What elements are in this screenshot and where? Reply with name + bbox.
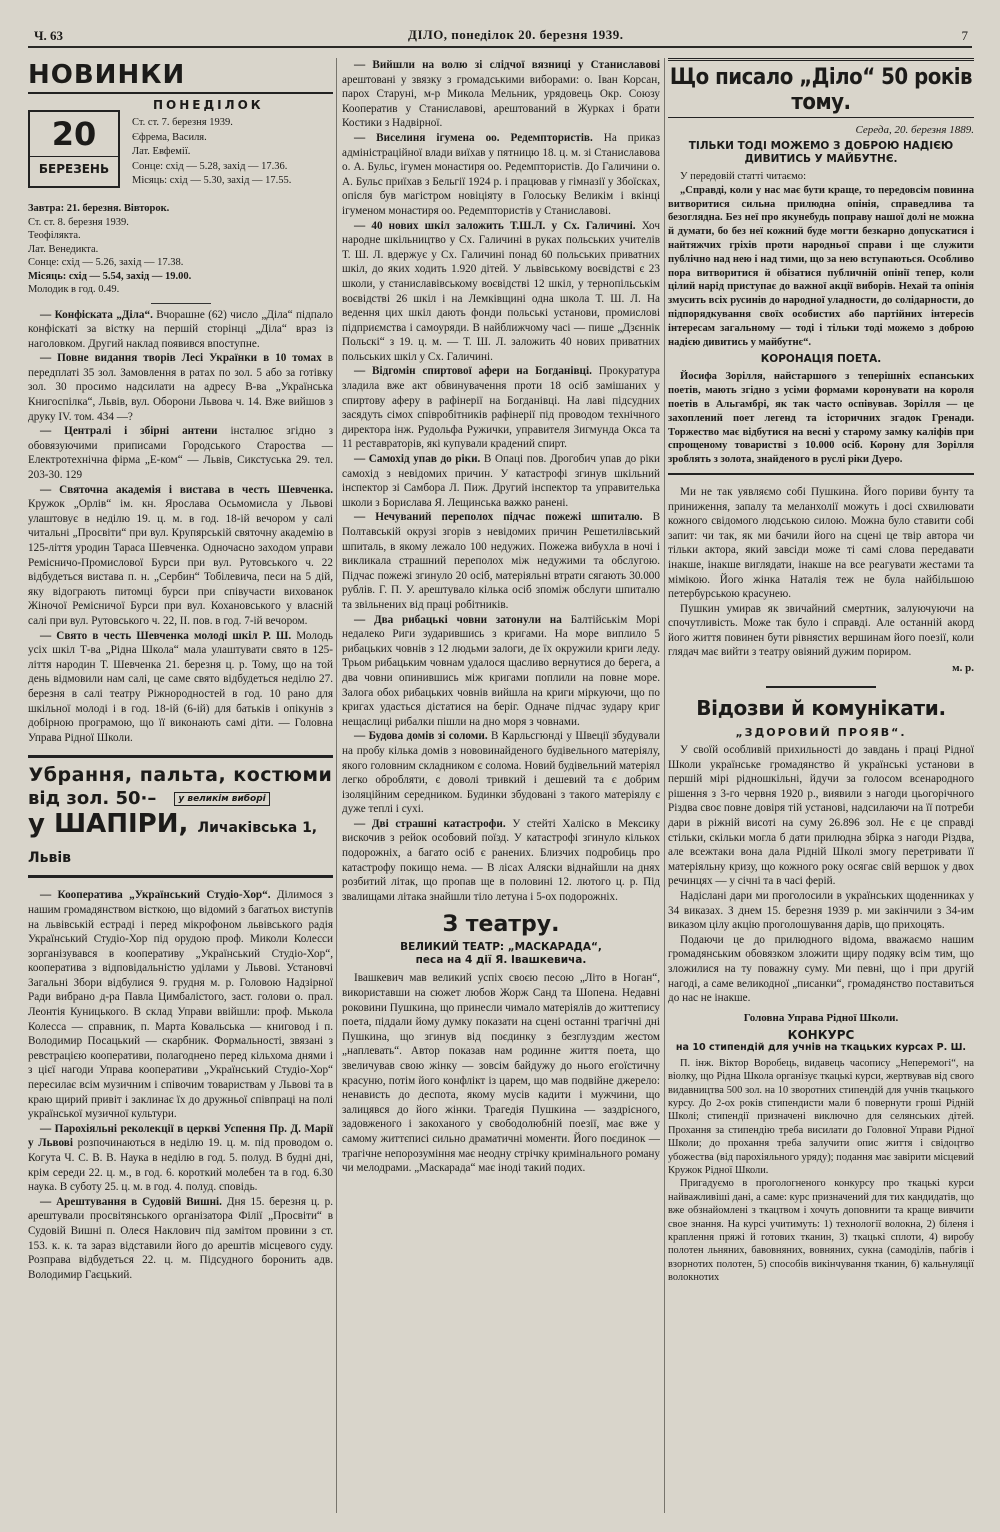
news-item [342,817,660,905]
contest-text: П. інж. Віктор Воробець, видавець часопису „Неперемогі“, на віолку, що Рідна Школа організує ткацькі курси, жертвував від свого видавництва 500 зол. на 10 зворотних стипендій для учнів ткацького курсу. До 2-ох років стипендисти мали б повернути гроші Рідній Школі; стипендії призначені виключно для селянських дітей. Прохання за стипендію треба висилати до Головної Управи Рідної Школи; до прохання треба залучити опис життя і свідоцтво убожества (від парохіяльного уряду); подання має завірити місцевий Кружок Рідної Школи. [668,1057,974,1176]
tomorrow-line: Сонце: схід — 5.26, захід — 17.38. [28,257,184,268]
tomorrow-info [28,202,333,297]
ad-address: Личаківська 1, Львів [28,820,318,867]
theatre-subtitle-line: ВЕЛИКИЙ ТЕАТР: „МАСКАРАДА“, [400,941,602,954]
column-middle [342,58,660,1518]
news-text: В Карльсгюнді у Швеції збудували на пробу кілька домів з нововинайденого будівельного матеріялу, якого головним складником є солома. Новий будівельний матеріял легко обробляти, є доволі тривкий і дешевий та є добрим ізоляційним середником. Будинки збудовані з такого матеріялу є дуже теплі і сухі. [342,730,660,816]
column-left [28,58,333,1518]
column-divider [336,58,337,1513]
news-text: Хоч народне шкільництво у Сх. Галичині в руках польських учителів Т. Ш. Л. вдержує у Сх. Галичині понад 60 польських приватних шкіл, до яких ходить 1.920 дітей. У львівському воєвідстві є 23 школи, у станиславівському воєвідстві 12 шкіл, у тернопільськім воєвідстві 26 шкіл і на Лемківщині одна школа Т. Ш. Л. На ведення цих шкіл дають фонди польські установи, промислові підприємства і самоуряди. В найближчому часі — пише „Дзєннік Польскі“ з 19. ц. м. — Т. Ш. Л. заложить 40 нових приватних польських шкіл у Сх. Галичині. [342,219,660,363]
page-number-right: 7 [961,28,968,43]
advertisement [28,755,333,878]
news-text: В Полтавській окрузі згорів з невідомих причин Решетилівський шпиталь, в якому лежало 100 недужих. Пожежа вибухла в ночі і викликала страшний переполох між недужими та обслугою. Підчас пожежі згинуло 20 осіб, матеріяльні втрати сягають 30.000 рублів. Г. П. У. арештувало кілька осіб зпоміж обслуги шпиталю та звільнених від праці робітників. [342,511,660,611]
news-text: Прокуратура зладила вже акт обвинувачення проти 18 осіб замішаних у спиртову аферу в рафінерії на Богданівці. На лаві підсудних засядуть сімох співробітників рафінерії під проводом технічного директора інж. Рудольфа Ружички, управителя Зигмунда Окса та 11 реставраторів, які купували крадений спирт. [342,365,660,451]
ad-store-name: у ШАПІРИ, [28,809,189,840]
news-text: Дня 15. березня ц. р. арештували просвітянського організатора Філії „Просвіти“ в Судовій Вишні п. Олеся Наклович під замітом провини з ст. 153. к. к. та зараз відставили його до арештів місцевого суду. Розправа відбудеться 22. ц. м. Підсудного боронить адв. Володимир Гаєцький. [28,1195,333,1281]
news-title: — Святочна академія і вистава в честь Шевченка. [40,484,333,496]
review-text-continued: Пушкин умирав як звичайний смертник, залуючуючи на спочутливість. Може так було і справді. Але останній акорд його життя повинен бути рівнястих вершинам його поезії, коли глядач має вийти з театру овіяний дужим пориром. [668,602,974,659]
section-title-announcements: Відозви й комунікати. [696,696,946,721]
news-text: інсталює згідно з обовязуючими приписами Городського Староства — Електротехнічна фірма „Е-ком“ — Львів, Сикстуська 29. тел. 203-30. 129 [28,425,333,482]
tomorrow-line: Молодик в год. 0.49. [28,284,120,295]
date-box [28,110,120,188]
news-item [342,729,660,817]
news-item [342,510,660,612]
announcement-text: У своїй особливій прихильності до завдань і праці Рідної Школи українське громадянство й українські установи в першій мірі рідношкільні, йдучи за голосом всенародного рішення з 3-го червня 1920 р., виявили з нагоди цьогорічного Різдва своє повне довіря тій установі, надсилаючи на її потреби дари в ріжній висоті на суму 26.896 зол. Не є це справді стільки, скільки могла б дати прилюдна збірка з нагоди Різдва, але всежтаки вона дала Рідній Школі змогу перетривати її матеріяльну кризу, що кожного року осягає свій вершок у двох речинцях — у січні та в часі ферій. [668,744,974,888]
news-text: На приказ адміністраційної влади виїхав у пятницю 18. ц. м. зі Станиславова о. А. Бульс, ігумен монастиря оо. Редемптористів. До Галичини о. А. Бульс приїхав з Бельгії 1924 р. і працював у гімназії у Збоїсках, опісля був магістром новіціяту в Голоську Великім і вкінці ігуменом монастиря оо. Редемптористів у Станиславові. [342,131,660,217]
news-item [342,364,660,452]
divider [766,686,876,688]
news-title: — Відгомін спиртової афери на Богданівці. [354,365,592,377]
history-box-header [668,58,974,118]
day-info-line: Єфрема, Василя. [132,131,207,143]
news-title: — Арештування в Судовій Вишні. [40,1196,222,1208]
news-title: — Конфіската „Діла“. [40,309,153,321]
contest-subtitle: на 10 стипендій для учнів на ткацьких курсах Р. Ш. [675,1041,967,1053]
news-title: — Парохіяльні реколекції в церкві Успення Пр. Д. Марії у Львові [28,1123,333,1150]
news-title: — Будова домів зі соломи. [354,730,488,742]
news-text: в передплаті 35 зол. Замовлення в ратах по зол. 5 або за готівку зол. 30 просимо надсилати на адресу В-ва „Українська Книгоспілка“, Львів, вул. Оборони Львова ч. 14. Вже вийшов з друку IV. том. 434 —? [28,352,333,423]
history-date: Середа, 20. березня 1889. [855,124,974,136]
history-text: Йосифа Зорілля, найстаршого з теперішніх еспанських поетів, мають згідно з усіми формами коронувати на короля поетів в Альгамбрі, як так часто оспівував. Зорілля — це захоплений поет легенд та історичних згадок Гренади. Торжество має відбутися на весні у старому замку каліфів при спрощеному товаристві з 10.000 осіб. Корону для Зорілля зроблять з золота, знайденого в руслі ріки Дуеро. [668,371,974,466]
review-text-continued: Ми не так уявляємо собі Пушкина. Його пориви бунту та приниження, запалу та меланхолії можуть і досі схвилювати кожного свідомого людською силою. Можна було ставити собі запит: чи так, як ми бачили його на сцені це твір автора чи тільки актора, який завсіди може ті самі слова передавати інакше, інакше виглядати, інакше на все реагувати жестами та мімікою. Його жінка Наталія теж не була найбільшою петербурською красунею. [668,485,974,601]
divider [28,92,333,94]
tomorrow-line: Місяць: схід — 5.54, захід — 19.00. [28,270,192,282]
news-title: — Виселиня ігумена оо. Редемптористів. [354,132,593,144]
news-title: — Повне видання творів Лесі Українки в 10 томах [40,352,322,364]
news-item [342,452,660,510]
day-info-line: Ст. ст. 7. березня 1939. [132,117,233,128]
contest-title: КОНКУРС [787,1027,855,1042]
news-item [28,888,333,1122]
news-item [28,1122,333,1195]
masthead-date: ДІЛО, понеділок 20. березня 1939. [408,27,624,42]
news-text: Молодь усіх шкіл Т-ва „Рідна Школа“ мала улаштувати свято в 125-ліття народин Т. Шевченка 21. березня ц. р. Тому, що на той день відмовили нам салі, це саме свято відбудеться неділю 27. березня в салі театру Ріжнородностей в год. 10 рано для шкільної молоді і в год. 18-ій (6-ій) для батьків і опікунів з добірною програмою, що її виконають самі діти. — Головна Управа Рідної Школи. [28,629,333,744]
divider [151,303,211,304]
ad-subtitle: у великім виборі [174,792,269,806]
history-headline: КОРОНАЦІЯ ПОЕТА. [760,353,882,366]
theatre-subtitle-line: песа на 4 дії Я. Івашкевича. [415,954,587,967]
news-text: Ділимося з нашим громадянством вісткою, що відомий з багатьох виступів на львівській естраді і перед мікрофоном львівського радія Український Студіо-Хор під орудою проф. Миколи Колесси зорганізувався в кооперативу „Український Студіо-Хор“, кооператива з відповідальністю удiлами у Львові. Установчі Загальні Збори відбулися 9. грудня м. р. Головою Надзірної Ради вибрано д-ра Павла Цимбалістого, заст. голови о. прал. Леонтія Куницького. В склад Управи ввійшли: проф. Мькола Колесса — справник, п. Марта Ковальська — книговод і п. Володимир Посацький — скарбник. Формальності, звязані з ревстрацією кооперативи, полагоднено перед кільхома днями і з цієї нагоди Управа кооперативи „Український Студіо-Хор“ пересилає всім музичним і співочим товариствам у Львові та в краю щирий привіт і заклинає їх до дружньої співпраці на полі української музичної культури. [28,889,333,1121]
news-title: — Вийшли на волю зі слідчої вязниці у Станиславові [354,59,660,71]
review-text: Івашкевич мав великий успіх своєю песою „Літо в Ноган“, використавши на сюжет любов Жорж Санд та Шопена. Недавні роковини Пушкина, що принесли чимало матеріялів до життепису поета, піддали йому думку показати на сцені останні трагічні дні Пушкина, що згинув від поєдинку з безглуздим жестом „наплевать“. Автор показав нам родинне життя поета, що звеличував свою жінку — зовсім байдужу до нього егоїстичну красуню, потім його конфлікт із царем, що мав подвійне джерело: ненависть до деспота, якому мусів кадити і мужчини, що залицявся до його жінки. Трагедія Пушкина — заздрісного, задовженого і закоханого у свободолюбній поезії, має вже у самому життєписі сильно драматичні моменти. Його поєдинок — трагічне непорозуміння має неодну стрічку кримінального роману чи мелодрами. „Маскарада“ має іноді такий подих. [342,972,660,1175]
news-text: Балтійськім Морі недалеко Риги зударившись з кригами. На море виплило 5 рибацьких човнів з 12 людьми залоги, де їх окружили криги леду. Трьом рибацьким човнам удалося щасливо вернутися до берега, а два човни опинившись між кригами поплили на повне море. Залога обох рибацьких човнів вийшла на криги міркуючи, що по кригах удасться дістатися на беріг. Одначе підчас зудару криг нещаслиці рибалки пішли на дно моря з човнами. [342,613,660,728]
news-text: Кружок „Орлів“ ім. кн. Ярослава Осьмомисла у Львові улаштовує в неділю 19. ц. м. в год. 18-ій вечором у салі читальні „Просвіти“ при вул. Крупярській святочну академію в 125-ліття уродин Тараса Шевченка. Одночасно заходом управи Ремісничо-Промислової Бурси при вул. Рутовського ч. 22 відбудеться вистава п. н. „Сербин“ Тобілевича, песи на 5 дій, яку відограють питомці бурси при співучасти вихованок Жіночої Ремісничої Бурси при вул. Кохановського у власній салі при вул. Рутовського ч. 22, II. пов. в год. 7-ій вечором. [28,498,333,627]
date-number: 20 [51,115,97,153]
day-info [132,116,291,189]
news-item [28,351,333,424]
news-title: — Два рибацькі човни затонули на [354,614,562,626]
history-quote: „Справді, коли у нас має бути краще, то передовсім повинна витворитися сильна прилюдна опінія, справедлива та безоглядна. Без неї про якунебудь поправу нашої долі не можна й думати, бо без неї кожний буде могти безкарно допускатися і найтяжчих гріхів проти народньої справи і ще служити публічно над нею і над тими, що за нею вступаються. Особливо пора витворитися й обізатися публичній опінії тепер, коли цілий нарід приступає до важної акції виборів. Нехай та опінія змусить всіх русинів до народної уладности, до солідарности, до підпорядкування своїх особистих або партійних інтересів інтересам загальному — тоді і тільки тоді можемо з доброю надією дивитись у майбутнє“. [668,184,974,348]
news-title: — Централі і збірні антени [40,425,217,437]
ad-price-text: від зол. 50·– [28,788,157,810]
tomorrow-line: Теофілякта. [28,230,81,241]
history-title: Що писало „Діло“ 50 років тому. [669,65,973,115]
news-text: розпочинаються в неділю 19. ц. м. під проводом о. Когута Ч. С. В. В. Наука в неділю в год. 5. полуд. В будні дні, крім середи 22. ц. м., в год. 6. короткий молебен та в год. 6.30 наука. В суботу 25. ц. м. в год. 4. полуд. сповідь. [28,1137,333,1194]
news-title: — Свято в честь Шевченка молоді шкіл Р. Ш. [40,630,291,642]
ad-store [28,809,333,869]
announcement-text: Подаючи це до прилюдного відома, вважаємо нашим громадянським обовязком зложити щиру подяку всім тим, що зложилися на ту поважну суму. Ми певні, що і при другій нагоді, а саме великодної „писанки“, громадянство поставиться до нас не інакше. [668,933,974,1005]
news-item [342,58,660,131]
news-title: — Кооператива „Український Студіо-Хор“. [40,889,271,901]
news-text: У стейті Халіско в Мексику вискочив з рейок особовий поїзд. У катастрофі згинуло кількох подорожніх, а багато осіб є ранених. Близчих подробиць про катастрофу покищо нема. — В лісах Аляски віднайшли на днях розбитий літак, що пропав ще в половині 12. лютого ц. р. Під звалищами літака знайшли тіло летуна і 5-ох подорожніх. [342,817,660,903]
column-divider [664,58,665,1513]
history-headline: ТІЛЬКИ ТОДІ МОЖЕМО З ДОБРОЮ НАДІЄЮ ДИВИТИСЬ У МАЙБУТНЄ. [688,140,954,165]
day-info-line: Сонце: схід — 5.28, захід — 17.36. [132,160,288,172]
news-title: — 40 нових шкіл заложить Т.Ш.Л. у Сх. Галичині. [354,220,636,232]
news-item [28,483,333,629]
calendar-block [28,98,333,198]
ad-headline: Убрання, пальта, костюми [28,764,333,787]
page-header [28,22,972,48]
news-text: арештовані у звязку з громадськими виборами: о. Іван Корсан, парох Старуні, м-р Микола Мельник, урядовець Окр. Союзу Кооператив у Станиславові, арештований в Журках і брати Костики з Надвірної. [342,73,660,130]
news-title: — Нечуваний переполох підчас пожежі шпиталю. [354,511,643,523]
section-title-novynky: НОВИНКИ [28,60,186,90]
news-item [28,629,333,746]
news-text: В Опаці пов. Дрогобич упав до ріки самохід з невідомих причин. У катастрофі згинув шкільний інспектор зі Самбора Л. Пиж. Другий інспектор та управителька школи з Борислава Я. Лещинська важко ранені. [342,453,660,509]
contest-text: Пригадуємо в прогологненого конкурсу про ткацькі курси найважливіші дані, а саме: курс призначений для тих кандидатів, що вже обзнайомлені з ткацтвом і хочуть доповнити та краще вивчити свое знання. На курсі учитимуть: 1) технології волокна, 2) біленя і краплення пряжі й готових тканин, 3) ткацькі сплоти, 4) виробу полотен льняних, бавовняних, вовняних, сукна (самоділів, пабгів і взорнотих полотен, 5) способів викінчування тканин, 6) кальнуляції волокнотих [668,1178,974,1284]
page-number-left: Ч. 63 [34,28,64,43]
tomorrow-line: Завтра: 21. березня. Вівторок. [28,203,170,214]
theatre-section-title: З театру. [442,912,560,938]
day-name: ПОНЕДІЛОК [153,98,264,112]
day-info-line: Лат. Евфемії. [132,146,191,157]
author-signature: м. р. [952,662,974,675]
ad-price [28,788,333,809]
news-title: — Дві страшні катастрофи. [354,818,506,830]
announcement-signature: Головна Управа Рідної Школи. [743,1011,899,1024]
theatre-subtitle [342,941,660,967]
news-item [342,131,660,219]
news-text: Вчорашне (62) число „Діла“ підпало конфіскаті за вістку на першій сторінці „Діла“ враз із наголовком. Другий наклад появився впоступне. [28,308,333,350]
tomorrow-line: Ст. ст. 8. березня 1939. [28,216,129,228]
date-month: БЕРЕЗЕНЬ [30,156,118,181]
news-item [28,1195,333,1283]
news-item [28,424,333,482]
tomorrow-line: Лат. Венедикта. [28,243,99,255]
history-intro: У передовій статті читаємо: [680,171,807,182]
news-item [342,613,660,730]
day-info-line: Місяць: схід — 5.30, захід — 17.55. [132,175,292,186]
announcement-title: „ЗДОРОВИЙ ПРОЯВ“. [735,726,907,740]
column-right [668,58,974,1518]
news-title: — Самохід упав до ріки. [354,453,480,465]
announcement-text: Надіслані дари ми проголосили в українських щоденниках у 34 виказах. З днем 15. березня 1939 р. ми закінчили з 34-им виказом цілу акцію проголошування дарів, що прихоцять. [668,890,974,932]
history-box [668,124,974,475]
news-item [28,308,333,352]
news-item [342,219,660,365]
